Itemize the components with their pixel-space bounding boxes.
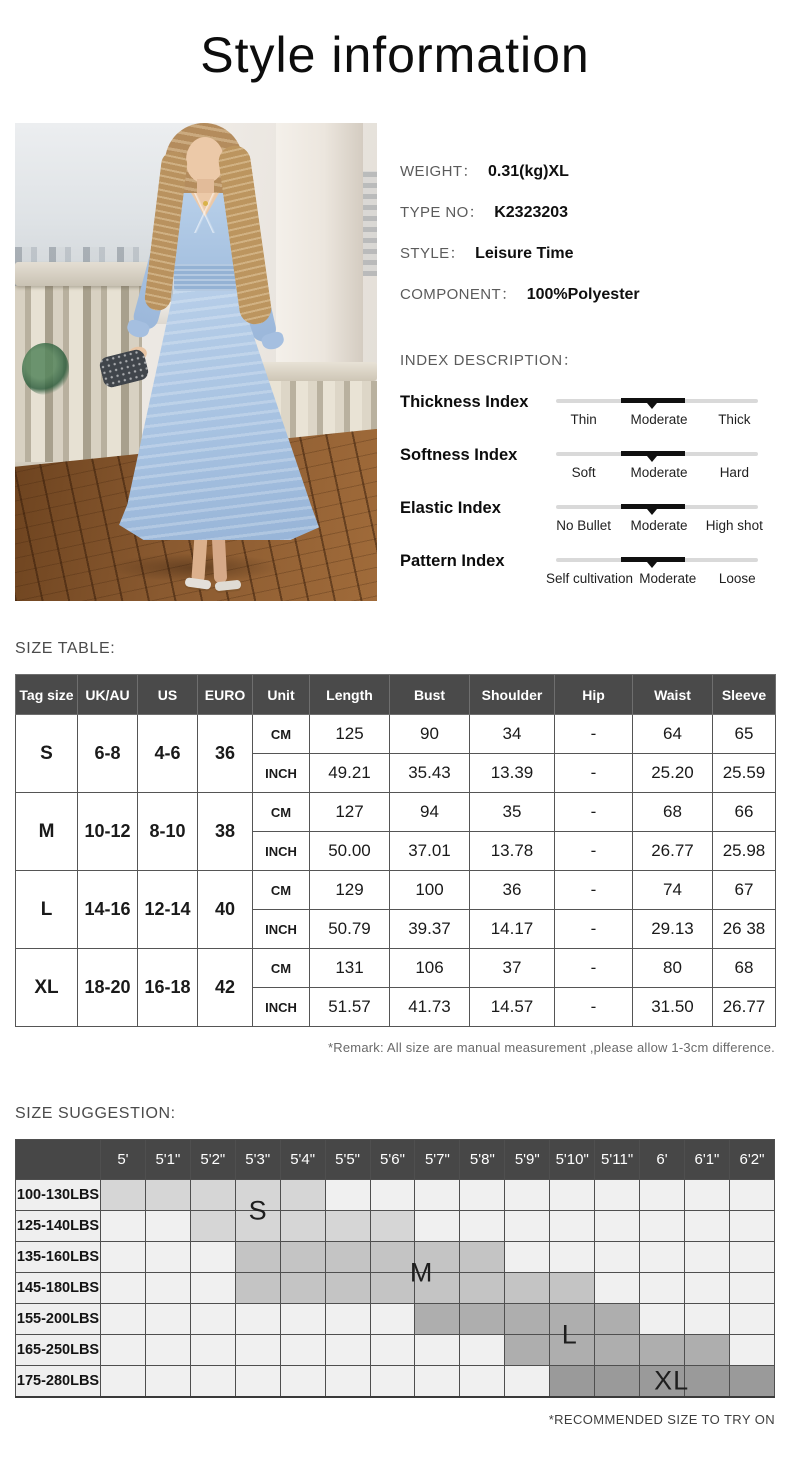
grid-cell bbox=[595, 1335, 640, 1366]
page-title: Style information bbox=[200, 27, 590, 83]
grid-cell bbox=[415, 1211, 460, 1242]
measure-cell: 66 bbox=[713, 793, 776, 832]
dress-wrap-seam bbox=[183, 193, 227, 233]
level-label: Moderate bbox=[630, 518, 688, 533]
zone-label-l: L bbox=[561, 1319, 578, 1350]
size-table-remark: *Remark: All size are manual measurement ,please allow 1-3cm difference. bbox=[328, 1040, 775, 1055]
grid-cell bbox=[460, 1242, 505, 1273]
ukau-cell: 6-8 bbox=[78, 715, 138, 793]
grid-cell bbox=[505, 1366, 550, 1397]
suggestion-row bbox=[16, 1366, 775, 1397]
slider-marker-icon bbox=[647, 456, 657, 462]
zone-label-xl: XL bbox=[654, 1365, 690, 1396]
grid-cell bbox=[550, 1211, 595, 1242]
ukau-cell: 14-16 bbox=[78, 871, 138, 949]
slider-track bbox=[556, 505, 758, 509]
slider-marker-icon bbox=[647, 509, 657, 515]
spec-label: STYLE： bbox=[400, 245, 465, 262]
grid-cell bbox=[370, 1273, 415, 1304]
weight-row-label: 135-160LBS bbox=[16, 1242, 101, 1273]
index-name: Thickness Index bbox=[400, 393, 529, 411]
measure-cell: - bbox=[555, 793, 633, 832]
tag-size-cell: M bbox=[16, 793, 78, 871]
grid-cell bbox=[640, 1211, 685, 1242]
size-suggestion-section bbox=[15, 1105, 775, 1427]
index-description-heading: INDEX DESCRIPTION： bbox=[400, 352, 579, 369]
us-cell: 4-6 bbox=[138, 715, 198, 793]
unit-cell: INCH bbox=[253, 832, 310, 871]
us-cell: 16-18 bbox=[138, 949, 198, 1027]
grid-cell bbox=[595, 1273, 640, 1304]
spec-value: Leisure Time bbox=[475, 245, 574, 262]
grid-cell bbox=[595, 1304, 640, 1335]
grid-cell bbox=[325, 1211, 370, 1242]
grid-cell bbox=[235, 1180, 280, 1211]
unit-cell: INCH bbox=[253, 910, 310, 949]
height-col-header: 5'2" bbox=[190, 1140, 235, 1180]
euro-cell: 38 bbox=[198, 793, 253, 871]
measure-cell: 25.98 bbox=[713, 832, 776, 871]
unit-cell: INCH bbox=[253, 988, 310, 1027]
grid-cell bbox=[190, 1273, 235, 1304]
table-row bbox=[16, 871, 776, 910]
measure-cell: 13.39 bbox=[470, 754, 555, 793]
grid-cell bbox=[595, 1180, 640, 1211]
measure-cell: 49.21 bbox=[310, 754, 390, 793]
unit-cell: CM bbox=[253, 715, 310, 754]
measure-cell: 80 bbox=[633, 949, 713, 988]
height-col-header: 5' bbox=[101, 1140, 146, 1180]
col-header: UK/AU bbox=[78, 675, 138, 715]
grid-cell bbox=[280, 1273, 325, 1304]
weight-row-label: 100-130LBS bbox=[16, 1180, 101, 1211]
railing-left bbox=[15, 262, 149, 286]
col-header: Length bbox=[310, 675, 390, 715]
size-table-header-row bbox=[16, 675, 776, 715]
height-col-header: 5'8" bbox=[460, 1140, 505, 1180]
spec-label: WEIGHT： bbox=[400, 163, 478, 180]
grid-cell bbox=[460, 1211, 505, 1242]
size-table-section bbox=[15, 640, 775, 1055]
measure-cell: 106 bbox=[390, 949, 470, 988]
grid-cell bbox=[190, 1242, 235, 1273]
ukau-cell: 18-20 bbox=[78, 949, 138, 1027]
grid-cell bbox=[729, 1335, 774, 1366]
grid-cell bbox=[235, 1366, 280, 1397]
measure-cell: 31.50 bbox=[633, 988, 713, 1027]
level-label: Soft bbox=[571, 465, 596, 480]
grid-cell bbox=[415, 1180, 460, 1211]
height-col-header: 5'6" bbox=[370, 1140, 415, 1180]
level-label: High shot bbox=[705, 518, 763, 533]
grid-cell bbox=[370, 1211, 415, 1242]
slider-levels bbox=[546, 571, 772, 586]
grid-cell bbox=[640, 1273, 685, 1304]
grid-cell bbox=[370, 1180, 415, 1211]
level-label: Thick bbox=[718, 412, 751, 427]
size-table-heading: SIZE TABLE: bbox=[15, 640, 116, 657]
grid-cell bbox=[280, 1335, 325, 1366]
grid-cell bbox=[460, 1180, 505, 1211]
col-header: Sleeve bbox=[713, 675, 776, 715]
grid-cell bbox=[684, 1211, 729, 1242]
spec-label: TYPE NO： bbox=[400, 204, 485, 221]
grid-cell bbox=[235, 1211, 280, 1242]
dress-smocked-waist bbox=[174, 264, 236, 291]
grid-cell bbox=[684, 1242, 729, 1273]
slider-levels bbox=[546, 465, 772, 480]
measure-cell: 14.57 bbox=[470, 988, 555, 1027]
euro-cell: 40 bbox=[198, 871, 253, 949]
index-row-pattern bbox=[400, 551, 778, 586]
col-header: Tag size bbox=[16, 675, 78, 715]
grid-cell bbox=[145, 1335, 190, 1366]
height-col-header: 5'4" bbox=[280, 1140, 325, 1180]
spec-label: COMPONENT： bbox=[400, 286, 517, 303]
weight-row-label: 145-180LBS bbox=[16, 1273, 101, 1304]
grid-cell bbox=[370, 1304, 415, 1335]
grid-cell bbox=[729, 1242, 774, 1273]
grid-cell bbox=[415, 1242, 460, 1273]
grid-cell bbox=[190, 1335, 235, 1366]
grid-cell bbox=[505, 1335, 550, 1366]
weight-row-label: 155-200LBS bbox=[16, 1304, 101, 1335]
measure-cell: 51.57 bbox=[310, 988, 390, 1027]
zone-label-s: S bbox=[248, 1195, 268, 1226]
grid-cell bbox=[145, 1180, 190, 1211]
col-header: EURO bbox=[198, 675, 253, 715]
size-table bbox=[15, 674, 776, 1027]
grid-cell bbox=[415, 1304, 460, 1335]
recommended-note: *RECOMMENDED SIZE TO TRY ON bbox=[548, 1411, 775, 1427]
measure-cell: - bbox=[555, 988, 633, 1027]
us-cell: 12-14 bbox=[138, 871, 198, 949]
grid-cell bbox=[190, 1180, 235, 1211]
slider-marker-icon bbox=[647, 403, 657, 409]
grid-cell bbox=[101, 1180, 146, 1211]
unit-cell: CM bbox=[253, 793, 310, 832]
level-label: Thin bbox=[570, 412, 597, 427]
index-slider bbox=[546, 498, 772, 533]
grid-cell bbox=[505, 1180, 550, 1211]
slider-track bbox=[556, 558, 758, 562]
slider-track bbox=[556, 399, 758, 403]
grid-cell bbox=[145, 1366, 190, 1397]
table-row bbox=[16, 949, 776, 988]
col-header: Waist bbox=[633, 675, 713, 715]
size-suggestion-chart bbox=[15, 1139, 775, 1398]
grid-cell bbox=[145, 1211, 190, 1242]
grid-cell bbox=[101, 1304, 146, 1335]
grid-cell bbox=[729, 1211, 774, 1242]
euro-cell: 42 bbox=[198, 949, 253, 1027]
us-cell: 8-10 bbox=[138, 793, 198, 871]
tag-size-cell: L bbox=[16, 871, 78, 949]
necklace bbox=[203, 201, 208, 206]
measure-cell: 25.59 bbox=[713, 754, 776, 793]
grid-cell bbox=[460, 1366, 505, 1397]
measure-cell: 127 bbox=[310, 793, 390, 832]
measure-cell: 37.01 bbox=[390, 832, 470, 871]
measure-cell: 25.20 bbox=[633, 754, 713, 793]
grid-cell bbox=[684, 1335, 729, 1366]
height-col-header: 5'11" bbox=[595, 1140, 640, 1180]
level-label: Self cultivation bbox=[546, 571, 634, 586]
grid-cell bbox=[325, 1335, 370, 1366]
grid-cell bbox=[460, 1335, 505, 1366]
measure-cell: 14.17 bbox=[470, 910, 555, 949]
grid-cell bbox=[460, 1304, 505, 1335]
suggestion-row bbox=[16, 1304, 775, 1335]
level-label: Moderate bbox=[630, 465, 688, 480]
measure-cell: 125 bbox=[310, 715, 390, 754]
measure-cell: - bbox=[555, 754, 633, 793]
slider-levels bbox=[546, 518, 772, 533]
grid-cell bbox=[460, 1273, 505, 1304]
height-col-header: 6'2" bbox=[729, 1140, 774, 1180]
euro-cell: 36 bbox=[198, 715, 253, 793]
grid-cell bbox=[101, 1242, 146, 1273]
grid-cell bbox=[190, 1304, 235, 1335]
level-label: No Bullet bbox=[556, 518, 612, 533]
size-suggestion-heading: SIZE SUGGESTION: bbox=[15, 1105, 176, 1122]
grid-cell bbox=[325, 1366, 370, 1397]
grid-cell bbox=[190, 1211, 235, 1242]
grid-cell bbox=[280, 1242, 325, 1273]
measure-cell: 64 bbox=[633, 715, 713, 754]
grid-cell bbox=[101, 1273, 146, 1304]
measure-cell: 129 bbox=[310, 871, 390, 910]
table-row bbox=[16, 793, 776, 832]
slider-marker-icon bbox=[647, 562, 657, 568]
measure-cell: 41.73 bbox=[390, 988, 470, 1027]
size-suggestion-table bbox=[15, 1139, 775, 1398]
col-header: Unit bbox=[253, 675, 310, 715]
suggestion-row bbox=[16, 1242, 775, 1273]
grid-cell bbox=[595, 1211, 640, 1242]
grid-cell bbox=[325, 1180, 370, 1211]
height-col-header: 5'7" bbox=[415, 1140, 460, 1180]
height-col-header: 5'3" bbox=[235, 1140, 280, 1180]
table-row bbox=[16, 715, 776, 754]
index-name: Softness Index bbox=[400, 446, 518, 464]
index-slider bbox=[546, 445, 772, 480]
level-label: Loose bbox=[718, 571, 756, 586]
grid-cell bbox=[415, 1335, 460, 1366]
measure-cell: 68 bbox=[633, 793, 713, 832]
product-info bbox=[400, 163, 778, 604]
measure-cell: 50.00 bbox=[310, 832, 390, 871]
grid-cell bbox=[684, 1273, 729, 1304]
level-label: Moderate bbox=[630, 412, 688, 427]
index-name: Pattern Index bbox=[400, 552, 505, 570]
grid-cell bbox=[550, 1335, 595, 1366]
spec-value: 100%Polyester bbox=[526, 286, 640, 303]
weight-row-label: 175-280LBS bbox=[16, 1366, 101, 1397]
measure-cell: - bbox=[555, 832, 633, 871]
measure-cell: 90 bbox=[390, 715, 470, 754]
weight-row-label: 165-250LBS bbox=[16, 1335, 101, 1366]
grid-cell bbox=[280, 1180, 325, 1211]
spec-weight bbox=[400, 163, 778, 180]
index-name: Elastic Index bbox=[400, 499, 501, 517]
grid-cell bbox=[729, 1304, 774, 1335]
spec-value: 0.31(kg)XL bbox=[487, 163, 569, 180]
corner-cell bbox=[16, 1140, 101, 1180]
weight-row-label: 125-140LBS bbox=[16, 1211, 101, 1242]
grid-cell bbox=[101, 1335, 146, 1366]
grid-cell bbox=[325, 1304, 370, 1335]
grid-cell bbox=[595, 1366, 640, 1397]
product-photo bbox=[15, 123, 377, 601]
grid-cell bbox=[729, 1273, 774, 1304]
grid-cell bbox=[550, 1304, 595, 1335]
measure-cell: 67 bbox=[713, 871, 776, 910]
measure-cell: 36 bbox=[470, 871, 555, 910]
height-col-header: 5'10" bbox=[550, 1140, 595, 1180]
spec-style bbox=[400, 245, 778, 262]
grid-cell bbox=[640, 1180, 685, 1211]
level-label: Hard bbox=[719, 465, 749, 480]
grid-cell bbox=[550, 1366, 595, 1397]
tag-size-cell: XL bbox=[16, 949, 78, 1027]
measure-cell: 39.37 bbox=[390, 910, 470, 949]
grid-cell bbox=[325, 1273, 370, 1304]
measure-cell: - bbox=[555, 949, 633, 988]
grid-cell bbox=[550, 1242, 595, 1273]
col-header: Hip bbox=[555, 675, 633, 715]
grid-cell bbox=[370, 1366, 415, 1397]
measure-cell: 26.77 bbox=[633, 832, 713, 871]
measure-cell: 94 bbox=[390, 793, 470, 832]
grid-cell bbox=[729, 1180, 774, 1211]
height-col-header: 6'1" bbox=[684, 1140, 729, 1180]
suggestion-row bbox=[16, 1335, 775, 1366]
unit-cell: CM bbox=[253, 949, 310, 988]
grid-cell bbox=[595, 1242, 640, 1273]
col-header: Bust bbox=[390, 675, 470, 715]
grid-cell bbox=[235, 1304, 280, 1335]
grid-cell bbox=[145, 1273, 190, 1304]
measure-cell: 131 bbox=[310, 949, 390, 988]
grid-cell bbox=[729, 1366, 774, 1397]
measure-cell: - bbox=[555, 715, 633, 754]
grid-cell bbox=[415, 1366, 460, 1397]
grid-cell bbox=[101, 1366, 146, 1397]
grid-cell bbox=[145, 1242, 190, 1273]
index-slider bbox=[546, 392, 772, 427]
measure-cell: 35 bbox=[470, 793, 555, 832]
height-col-header: 6' bbox=[640, 1140, 685, 1180]
spec-type-no bbox=[400, 204, 778, 221]
measure-cell: 29.13 bbox=[633, 910, 713, 949]
col-header: US bbox=[138, 675, 198, 715]
grid-cell bbox=[370, 1335, 415, 1366]
measure-cell: - bbox=[555, 910, 633, 949]
index-row-elastic bbox=[400, 498, 778, 533]
grid-cell bbox=[280, 1211, 325, 1242]
measure-cell: 35.43 bbox=[390, 754, 470, 793]
index-row-thickness bbox=[400, 392, 778, 427]
grid-cell bbox=[640, 1304, 685, 1335]
grid-cell bbox=[415, 1273, 460, 1304]
measure-cell: 50.79 bbox=[310, 910, 390, 949]
suggestion-row bbox=[16, 1180, 775, 1211]
measure-cell: 100 bbox=[390, 871, 470, 910]
grid-cell bbox=[550, 1273, 595, 1304]
height-col-header: 5'9" bbox=[505, 1140, 550, 1180]
measure-cell: - bbox=[555, 871, 633, 910]
grid-cell bbox=[505, 1211, 550, 1242]
spec-component bbox=[400, 286, 778, 303]
grid-cell bbox=[370, 1242, 415, 1273]
grid-cell bbox=[325, 1242, 370, 1273]
grid-cell bbox=[145, 1304, 190, 1335]
grid-cell bbox=[190, 1366, 235, 1397]
grid-cell bbox=[505, 1242, 550, 1273]
grid-cell bbox=[280, 1366, 325, 1397]
grid-cell bbox=[684, 1304, 729, 1335]
tag-size-cell: S bbox=[16, 715, 78, 793]
grid-cell bbox=[505, 1304, 550, 1335]
grid-cell bbox=[684, 1180, 729, 1211]
height-header-row bbox=[16, 1140, 775, 1180]
stone-column bbox=[276, 123, 363, 391]
grid-cell bbox=[640, 1335, 685, 1366]
grid-cell bbox=[280, 1304, 325, 1335]
grid-cell bbox=[235, 1335, 280, 1366]
unit-cell: INCH bbox=[253, 754, 310, 793]
slider-levels bbox=[546, 412, 772, 427]
suggestion-row bbox=[16, 1273, 775, 1304]
grid-cell bbox=[640, 1242, 685, 1273]
index-slider bbox=[546, 551, 772, 586]
suggestion-row bbox=[16, 1211, 775, 1242]
measure-cell: 34 bbox=[470, 715, 555, 754]
grid-cell bbox=[684, 1366, 729, 1397]
grid-cell bbox=[550, 1180, 595, 1211]
model-leg bbox=[212, 533, 228, 584]
unit-cell: CM bbox=[253, 871, 310, 910]
measure-cell: 26.77 bbox=[713, 988, 776, 1027]
measure-cell: 26 38 bbox=[713, 910, 776, 949]
slider-track bbox=[556, 452, 758, 456]
spec-value: K2323203 bbox=[494, 204, 569, 221]
grid-cell bbox=[235, 1242, 280, 1273]
measure-cell: 37 bbox=[470, 949, 555, 988]
grid-cell bbox=[235, 1273, 280, 1304]
height-col-header: 5'1" bbox=[145, 1140, 190, 1180]
ukau-cell: 10-12 bbox=[78, 793, 138, 871]
measure-cell: 65 bbox=[713, 715, 776, 754]
zone-label-m: M bbox=[409, 1257, 434, 1288]
grid-cell bbox=[505, 1273, 550, 1304]
index-row-softness bbox=[400, 445, 778, 480]
measure-cell: 13.78 bbox=[470, 832, 555, 871]
height-col-header: 5'5" bbox=[325, 1140, 370, 1180]
grid-cell bbox=[640, 1366, 685, 1397]
col-header: Shoulder bbox=[470, 675, 555, 715]
measure-cell: 68 bbox=[713, 949, 776, 988]
level-label: Moderate bbox=[639, 571, 697, 586]
grid-cell bbox=[101, 1211, 146, 1242]
measure-cell: 74 bbox=[633, 871, 713, 910]
